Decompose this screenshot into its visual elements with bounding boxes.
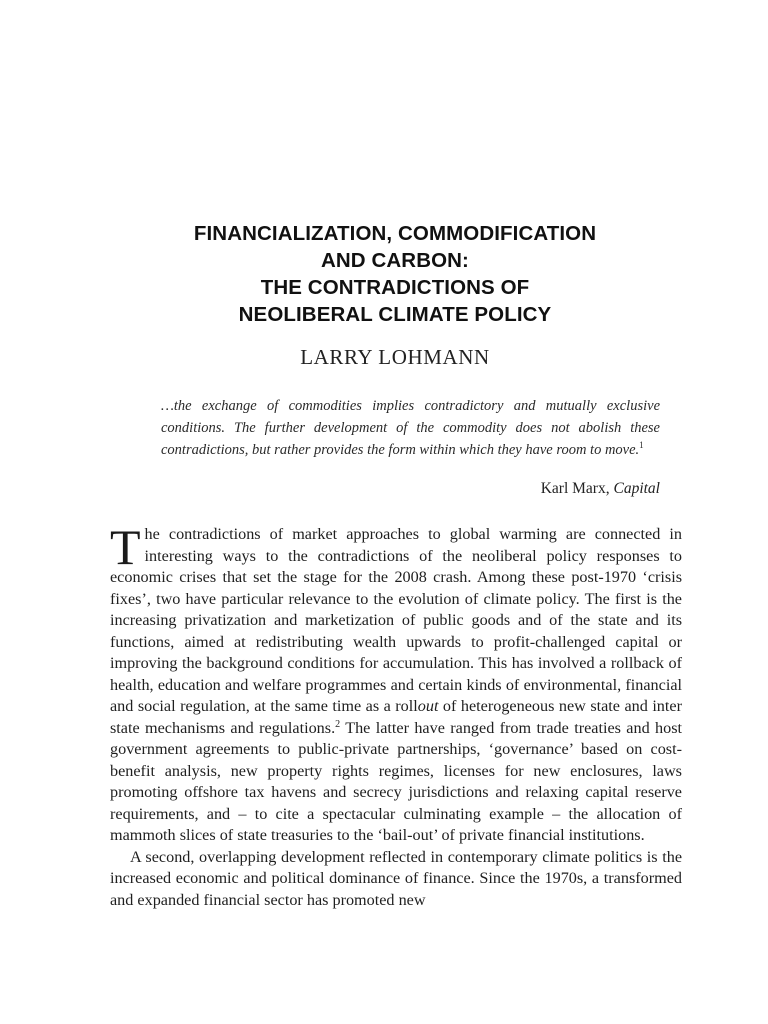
paragraph-1-text-b: of heterogeneous new state and inter state mechanisms and regulations. (110, 697, 682, 737)
attribution-work: Capital (613, 480, 660, 497)
paragraph-2: A second, overlapping development reflected in contemporary climate politics is the increased economic and political dominance of finance. Since the 1970s, a transformed and expanded financial sector has promoted new (110, 847, 682, 909)
paragraph-1-text-a: he contradictions of market approaches to global warming are connected in interesting ways to the contradictions of the neoliberal policy responses to economic crises that set the stage for the 2008 crash. Among these post-1970 ‘crisis fixes’, two have particular relevance to the evolution of climate policy. The first is the increasing privatization and marketization of public goods and of the state and its functions, aimed at redistributing wealth upwards to profit-challenged capital or improving the background conditions for accumulation. This has involved a rollback of health, education and welfare programmes and certain kinds of environmental, financial and social regulation, at the same time as a roll (110, 525, 682, 715)
epigraph-attribution (161, 480, 660, 498)
drop-cap: T (110, 519, 141, 575)
chapter-title (110, 220, 680, 328)
title-line-4: NEOLIBERAL CLIMATE POLICY (238, 303, 552, 326)
epigraph (161, 395, 660, 461)
epigraph-text: …the exchange of commodities implies contradictory and mutually exclusive conditions. The further development of the commodity does not abolish these contradictions, but rather provides the form within which they have room to move. (161, 398, 660, 458)
epigraph-note-ref: 1 (639, 440, 644, 450)
title-line-1: FINANCIALIZATION, COMMODIFICATION (193, 222, 597, 245)
title-line-3: THE CONTRADICTIONS OF (260, 276, 530, 299)
title-line-2: AND CARBON: (320, 249, 469, 272)
body-text (110, 519, 683, 911)
attribution-author: Karl Marx, (540, 480, 610, 497)
paragraph-1-emphasis: out (417, 697, 439, 715)
paragraph-1-text-c: The latter have ranged from trade treaties and host government agreements to public-private partnerships, ‘governance’ based on cost-benefit analysis, new property rights regimes, licenses for new enclosures, laws promoting offshore tax havens and secrecy jurisdictions and relaxing capital reserve requirements, and – to cite a spectacular culminating example – the allocation of mammoth slices of state treasuries to the ‘bail-out’ of private financial institutions. (110, 718, 683, 844)
paragraph-1 (110, 519, 683, 847)
chapter-author: LARRY LOHMANN (300, 345, 490, 369)
paragraph-1-note-ref: 2 (335, 718, 341, 730)
